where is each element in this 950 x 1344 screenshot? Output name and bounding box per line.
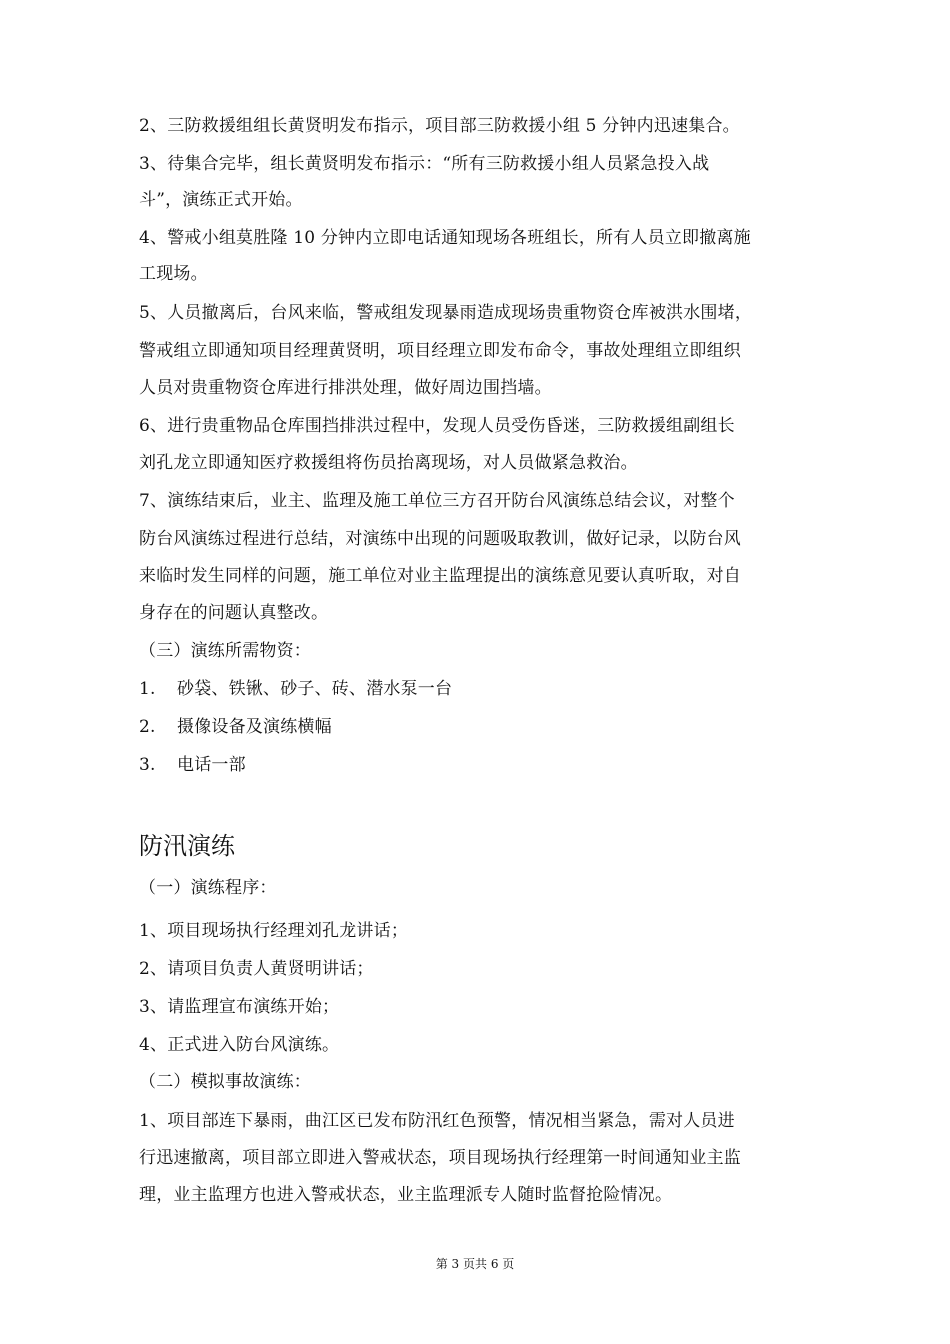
list-item-text: 砂袋、铁锹、砂子、砖、潜水泵一台 [177,679,453,699]
materials-title: （三）演练所需物资： [139,641,311,661]
simulation-line: 理，业主监理方也进入警戒状态，业主监理派专人随时监督抢险情况。 [139,1185,673,1205]
drill-step-line: 3、待集合完毕，组长黄贤明发布指示：“所有三防救援小组人员紧急投入战 [139,154,710,174]
drill-step-line: 6、进行贵重物品仓库围挡排洪过程中，发现人员受伤昏迷，三防救援组副组长 [139,416,735,436]
procedure-item: 4、正式进入防台风演练。 [139,1035,340,1055]
list-number: 2. [139,717,156,737]
materials-list-item [139,678,452,700]
list-number: 1. [139,679,156,699]
materials-list-item [139,754,246,776]
drill-step-line: 工现场。 [139,264,208,284]
procedure-item: 3、请监理宣布演练开始； [139,997,340,1017]
page-number-footer: 第 3 页共 6 页 [435,1257,515,1271]
drill-step-line: 身存在的问题认真整改。 [139,603,329,623]
procedure-title: （一）演练程序： [139,878,277,898]
drill-step-line: 来临时发生同样的问题，施工单位对业主监理提出的演练意见要认真听取，对自 [139,566,741,586]
section-heading: 防汛演练 [139,832,235,860]
procedure-item: 2、请项目负责人黄贤明讲话； [139,959,374,979]
materials-list-item [139,716,332,738]
drill-step-line: 防台风演练过程进行总结，对演练中出现的问题吸取教训，做好记录，以防台风 [139,529,741,549]
list-number: 3. [139,755,156,775]
list-item-text: 摄像设备及演练横幅 [177,717,332,737]
drill-step-line: 2、三防救援组组长黄贤明发布指示，项目部三防救援小组 5 分钟内迅速集合。 [139,116,740,136]
drill-step-line: 刘孔龙立即通知医疗救援组将伤员抬离现场，对人员做紧急救治。 [139,453,638,473]
procedure-item: 1、项目现场执行经理刘孔龙讲话； [139,921,409,941]
simulation-title: （二）模拟事故演练： [139,1072,311,1092]
drill-step-line: 7、演练结束后，业主、监理及施工单位三方召开防台风演练总结会议，对整个 [139,491,735,511]
simulation-line: 行迅速撤离，项目部立即进入警戒状态，项目现场执行经理第一时间通知业主监 [139,1148,741,1168]
drill-step-line: 斗”，演练正式开始。 [139,190,303,210]
simulation-line: 1、项目部连下暴雨，曲江区已发布防汛红色预警，情况相当紧急，需对人员进 [139,1111,735,1131]
drill-step-line: 4、警戒小组莫胜隆 10 分钟内立即电话通知现场各班组长，所有人员立即撤离施 [139,228,751,248]
drill-step-line: 5、人员撤离后，台风来临，警戒组发现暴雨造成现场贵重物资仓库被洪水围堵， [139,303,753,323]
drill-step-line: 警戒组立即通知项目经理黄贤明，项目经理立即发布命令，事故处理组立即组织 [139,341,741,361]
drill-step-line: 人员对贵重物资仓库进行排洪处理，做好周边围挡墙。 [139,378,552,398]
list-item-text: 电话一部 [177,755,246,775]
